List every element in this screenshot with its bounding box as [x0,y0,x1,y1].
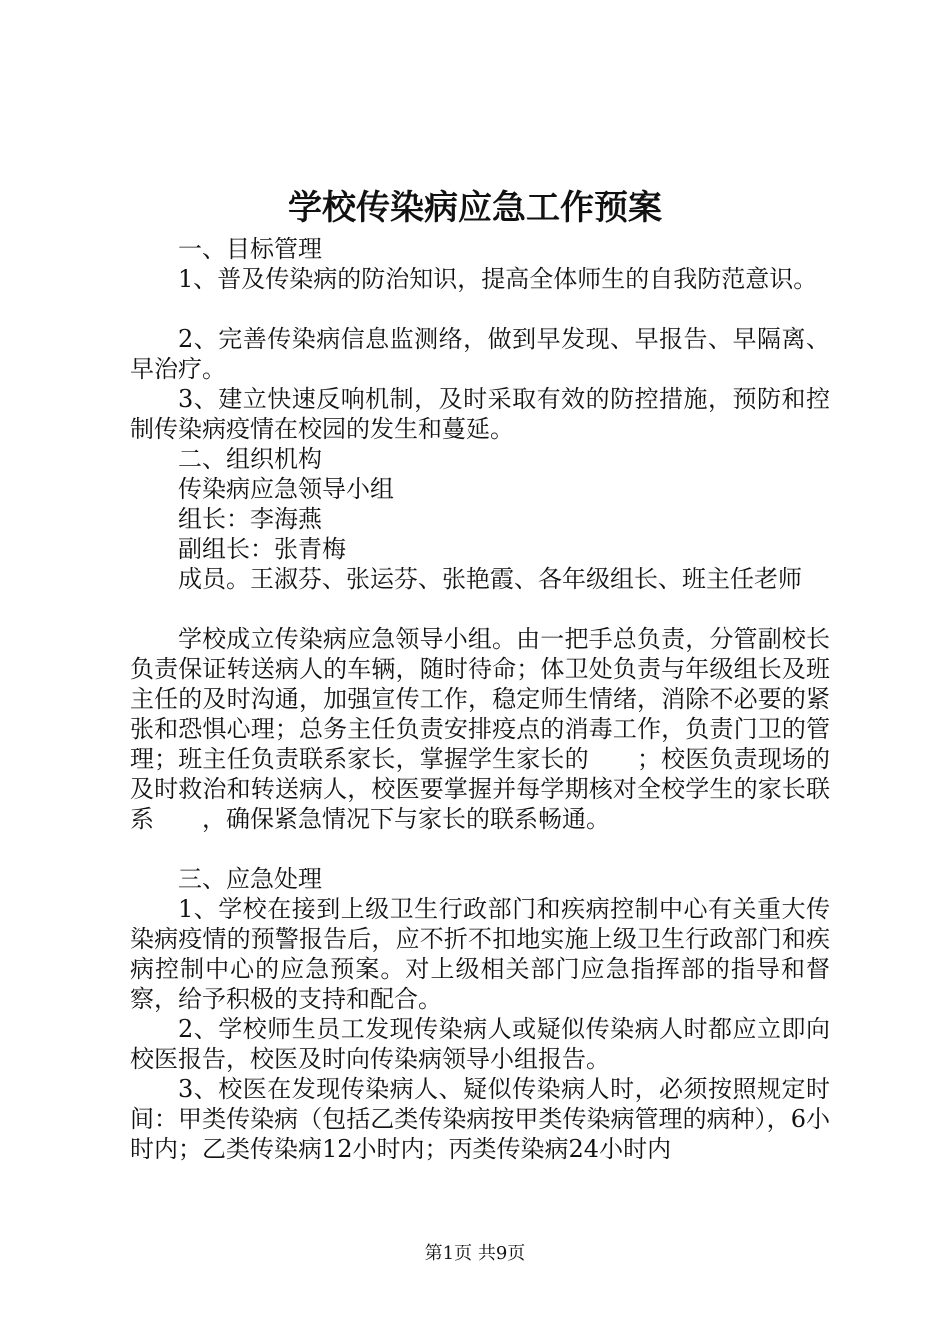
goal-item-3: 3、建立快速反响机制，及时采取有效的防控措施，预防和控制传染病疫情在校园的发生和蔓延。 [130,385,830,443]
section-heading-emergency: 三、应急处理 [178,865,322,893]
document-body [130,234,830,1164]
section-heading-organization: 二、组织机构 [178,445,322,473]
document-title: 学校传染病应急工作预案 [288,188,662,228]
blank-line [130,294,830,324]
goal-item-2: 2、完善传染病信息监测络，做到早发现、早报告、早隔离、早治疗。 [130,325,830,383]
emergency-item-2: 2、学校师生员工发现传染病人或疑似传染病人时都应立即向校医报告，校医及时向传染病领导小组报告。 [130,1015,830,1073]
org-deputy-leader: 副组长：张青梅 [178,535,346,563]
blank-line [130,594,830,624]
page-footer: 第1页 共9页 [424,1243,526,1264]
org-members: 成员。王淑芬、张运芬、张艳霞、各年级组长、班主任老师 [178,565,802,593]
emergency-item-3: 3、校医在发现传染病人、疑似传染病人时，必须按照规定时间：甲类传染病（包括乙类传染病按甲类传染病管理的病种），6小时内；乙类传染病12小时内；丙类传染病24小时内 [130,1075,830,1163]
org-leader: 组长：李海燕 [178,505,322,533]
section-heading-goals: 一、目标管理 [178,235,322,263]
org-responsibilities: 学校成立传染病应急领导小组。由一把手总负责，分管副校长负责保证转送病人的车辆，随时待命；体卫处负责与年级组长及班主任的及时沟通，加强宣传工作，稳定师生情绪，消除不必要的紧张和恐惧心理；总务主任负责安排疫点的消毒工作，负责门卫的管理；班主任负责联系家长，掌握学生家长的 ；校医负责现场的及时救治和转送病人，校医要掌握并每学期核对全校学生的家长联系 ，确保紧急情况下与家长的联系畅通。 [130,625,830,833]
blank-line [130,834,830,864]
goal-item-1: 1、普及传染病的防治知识，提高全体师生的自我防范意识。 [178,265,818,293]
emergency-item-1: 1、学校在接到上级卫生行政部门和疾病控制中心有关重大传染病疫情的预警报告后，应不折不扣地实施上级卫生行政部门和疾病控制中心的应急预案。对上级相关部门应急指挥部的指导和督察，给予积极的支持和配合。 [130,895,830,1013]
org-group-name: 传染病应急领导小组 [178,475,394,503]
